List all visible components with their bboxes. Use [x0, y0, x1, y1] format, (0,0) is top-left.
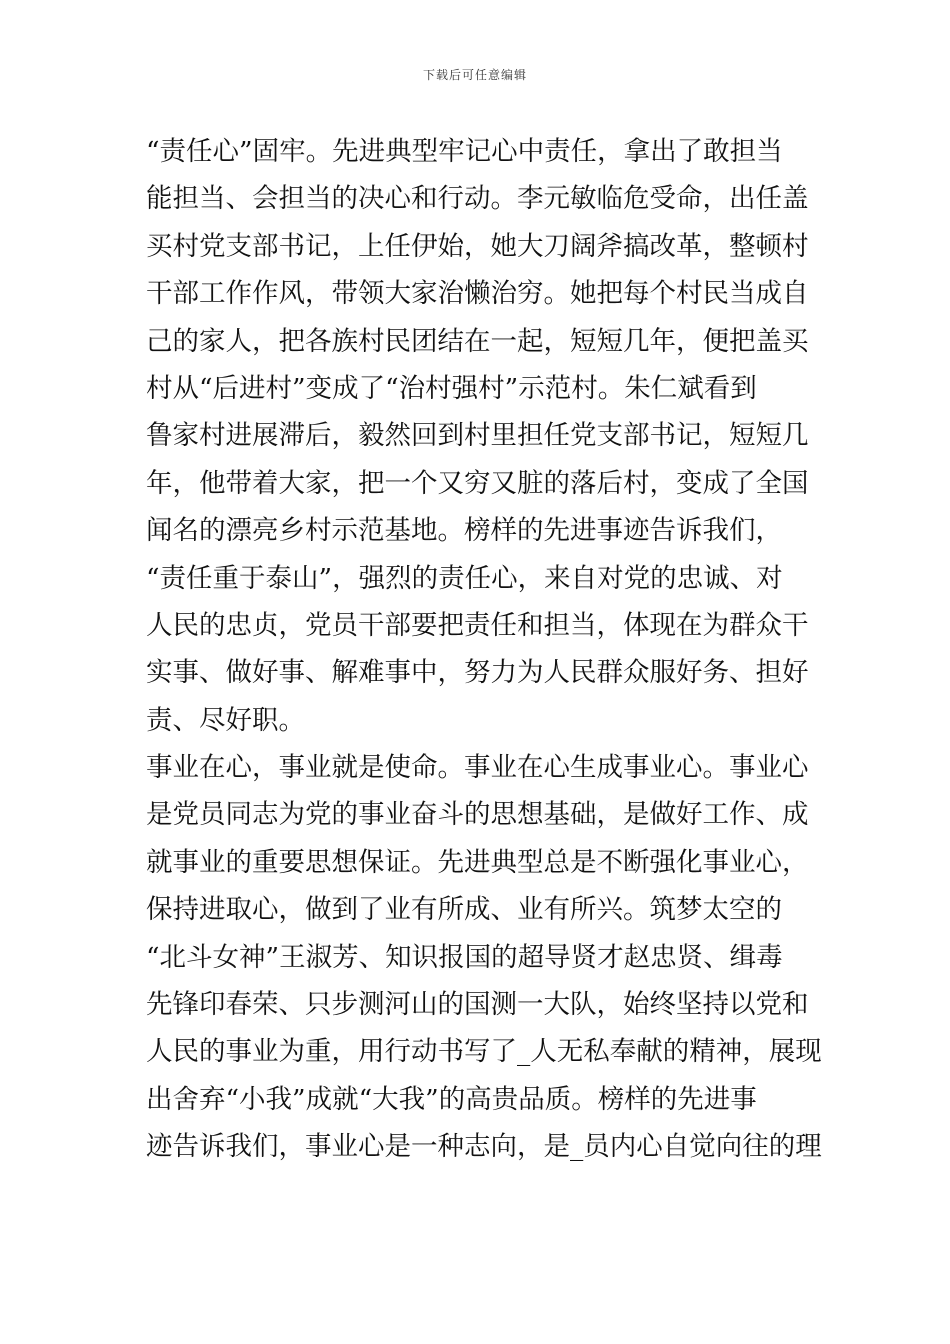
text-line: 能担当、会担当的决心和行动。李元敏临危受命，出任盖 — [146, 183, 809, 215]
text-line: “责任心”固牢。先进典型牢记心中责任，拿出了敢担当 — [146, 136, 783, 167]
page-header: 下载后可任意编辑 — [422, 68, 527, 82]
text-line: 责、尽好职。 — [146, 704, 305, 736]
document-body — [146, 128, 822, 1171]
text-line: 先锋印春荣、只步测河山的国测一大队，始终坚持以党和 — [146, 989, 809, 1021]
text-line: 保持进取心，做到了业有所成、业有所兴。筑梦太空的 — [146, 894, 782, 926]
text-line: 买村党支部书记，上任伊始，她大刀阔斧搞改革，整顿村 — [146, 230, 809, 262]
text-line: 人民的忠贞，党员干部要把责任和担当，体现在为群众干 — [146, 609, 809, 641]
text-line: 己的家人，把各族村民团结在一起，短短几年，便把盖买 — [146, 325, 809, 357]
text-line: 实事、做好事、解难事中，努力为人民群众服好务、担好 — [146, 657, 809, 689]
text-line: 出舍弃“小我”成就“大我”的高贵品质。榜样的先进事 — [146, 1083, 757, 1115]
text-line: 人民的事业为重，用行动书写了_人无私奉献的精神，展现 — [146, 1036, 822, 1068]
text-line: 年，他带着大家，把一个又穷又脏的落后村，变成了全国 — [146, 467, 809, 499]
text-line: 事业在心，事业就是使命。事业在心生成事业心。事业心 — [146, 752, 809, 784]
text-line: “责任重于泰山”，强烈的责任心，来自对党的忠诚、对 — [146, 562, 783, 594]
text-line: 村从“后进村”变成了“治村强村”示范村。朱仁斌看到 — [146, 372, 757, 404]
text-line: 是党员同志为党的事业奋斗的思想基础，是做好工作、成 — [146, 799, 809, 831]
text-line: 鲁家村进展滞后，毅然回到村里担任党支部书记，短短几 — [146, 420, 809, 452]
text-line: “北斗女神”王淑芳、知识报国的超导贤才赵忠贤、缉毒 — [146, 941, 783, 973]
text-line: 干部工作作风，带领大家治懒治穷。她把每个村民当成自 — [146, 278, 809, 310]
text-line: 闻名的漂亮乡村示范基地。榜样的先进事迹告诉我们， — [146, 515, 782, 547]
text-line: 迹告诉我们，事业心是一种志向，是_员内心自觉向往的理 — [146, 1131, 822, 1163]
text-line: 就事业的重要思想保证。先进典型总是不断强化事业心， — [146, 846, 809, 878]
